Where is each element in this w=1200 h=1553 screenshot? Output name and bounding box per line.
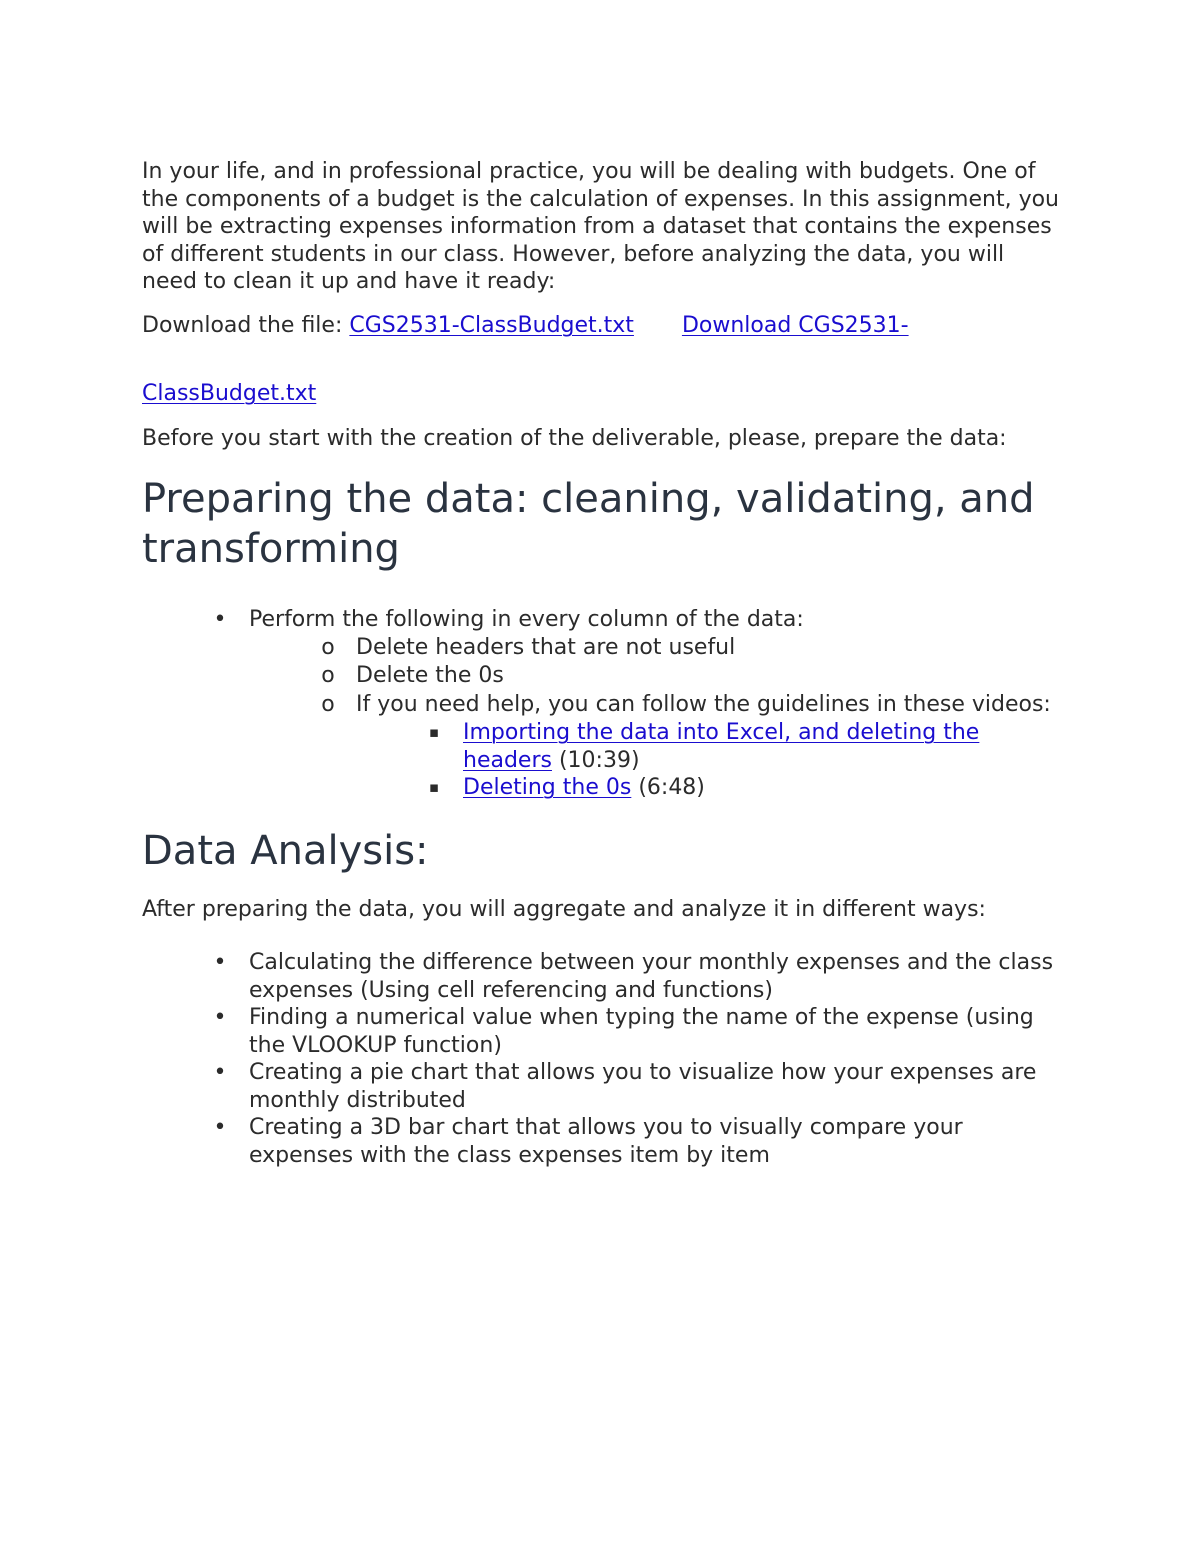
list-item-text: Delete headers that are not useful (356, 634, 736, 660)
bullet-icon: • (213, 1005, 227, 1030)
list-item-text: Calculating the difference between your monthly expenses and the class expenses (Using cell referencing and functions) (249, 950, 1054, 1003)
preparing-heading: Preparing the data: cleaning, validating, and transforming (142, 476, 1035, 572)
circle-bullet-icon: o (321, 634, 335, 660)
list-item (142, 606, 1062, 634)
bullet-icon: • (213, 1060, 227, 1085)
analysis-heading: Data Analysis: (142, 827, 429, 874)
list-item-text: If you need help, you can follow the guidelines in these videos: (356, 691, 1051, 717)
list-item (142, 949, 1062, 1004)
analysis-intro: After preparing the data, you will aggregate and analyze it in different ways: (142, 896, 986, 922)
list-item (142, 719, 1062, 774)
list-item (142, 662, 1062, 691)
square-bullet-icon: ▪ (428, 778, 440, 796)
preparing-list (142, 606, 1062, 802)
prepare-note: Before you start with the creation of the deliverable, please, prepare the data: (142, 425, 1007, 451)
download-line-tail (142, 380, 1062, 408)
download-link[interactable]: Download CGS2531- (681, 312, 909, 338)
bullet-icon: • (213, 950, 227, 975)
download-line (142, 312, 1062, 340)
circle-bullet-icon: o (321, 663, 335, 688)
list-item-text: Creating a pie chart that allows you to visualize how your expenses are monthly distributed (249, 1060, 1037, 1113)
circle-bullet-icon: o (321, 691, 335, 717)
list-item-text: Finding a numerical value when typing the name of the expense (using the VLOOKUP function) (249, 1005, 1034, 1058)
video-link-importing[interactable]: Importing the data into Excel, and deleting the headers (463, 720, 980, 773)
bullet-icon: • (213, 1115, 227, 1140)
list-item (142, 1004, 1062, 1059)
file-link[interactable]: CGS2531-ClassBudget.txt (349, 312, 634, 338)
list-item (142, 1059, 1062, 1114)
bullet-icon: • (213, 607, 227, 632)
analysis-list (142, 949, 1062, 1169)
download-label: Download the file: (142, 312, 350, 338)
list-item-text: Delete the 0s (356, 663, 504, 688)
video-duration: (6:48) (631, 775, 705, 800)
list-item (142, 774, 1062, 802)
document-page (142, 158, 1062, 1169)
list-item (142, 691, 1062, 720)
list-item (142, 1114, 1062, 1169)
list-item (142, 634, 1062, 663)
video-duration: (10:39) (551, 747, 640, 773)
square-bullet-icon: ▪ (428, 723, 440, 741)
intro-paragraph: In your life, and in professional practice, you will be dealing with budgets. One of the components of a budget is the calculation of expenses. In this assignment, you will be extracting expenses information from a dataset that contains the expenses of different students in our class. However, before analyzing the data, you will need to clean it up and have it ready: (142, 159, 1059, 294)
video-link-deleting-zeros[interactable]: Deleting the 0s (463, 775, 632, 800)
list-item-text: Perform the following in every column of the data: (249, 607, 804, 632)
list-item-text: Creating a 3D bar chart that allows you to visually compare your expenses with the class expenses item by item (249, 1115, 963, 1168)
download-link-continued[interactable]: ClassBudget.txt (142, 381, 317, 406)
